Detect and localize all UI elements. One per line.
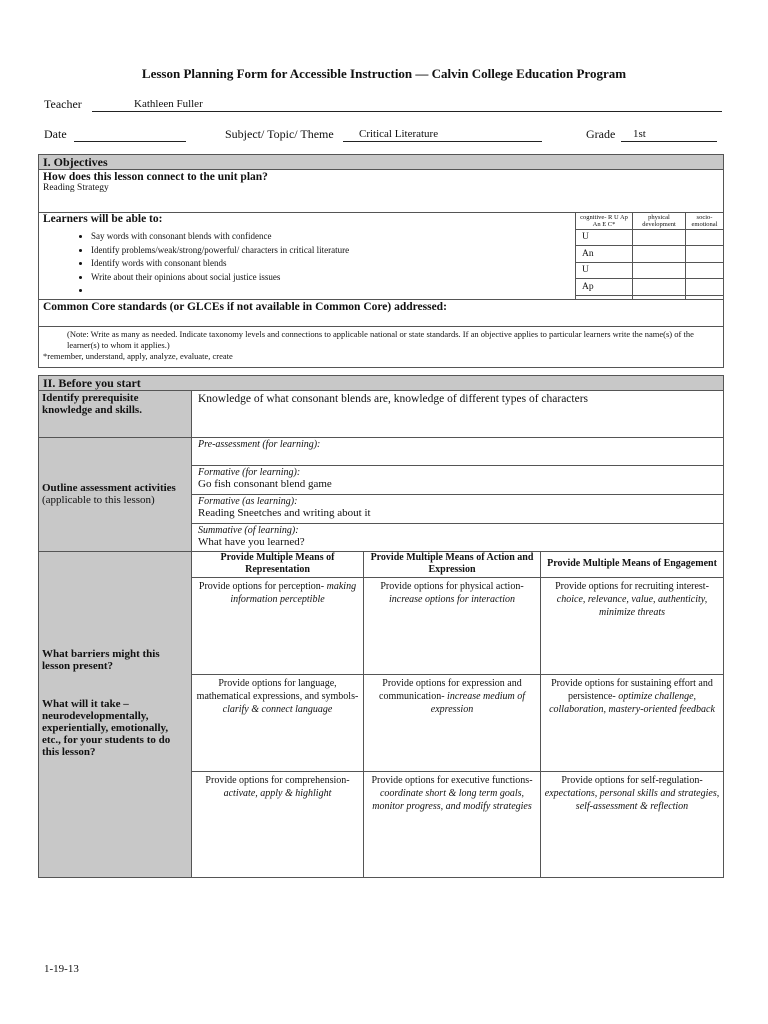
col-cognitive: cognitive- R U Ap An E C* <box>576 213 633 229</box>
udl-cell[interactable] <box>364 771 541 877</box>
before-heading: II. Before you start <box>39 376 723 391</box>
assessment-label-cell <box>39 437 192 551</box>
udl-plain: Provide options for expression and communication- <box>379 677 522 702</box>
unit-connection-block <box>39 170 723 213</box>
taxonomy-level[interactable]: Ap <box>576 279 633 296</box>
unit-answer: Reading Strategy <box>43 183 109 193</box>
prereq-label: Identify prerequisite knowledge and skills. <box>39 391 192 437</box>
taxonomy-level[interactable]: An <box>576 246 633 263</box>
form2-value: Reading Sneetches and writing about it <box>198 506 371 519</box>
note-text: (Note: Write as many as needed. Indicate taxonomy levels and connections to applicable national or state standards. If an objective applies to particular learners write the name(s) of the learner(s) to whom it applies.) <box>67 329 694 350</box>
subject-label: Subject/ Topic/ Theme <box>225 127 334 141</box>
formative-for-cell[interactable] <box>192 465 724 494</box>
udl-plain: Provide options for physical action- <box>380 580 524 592</box>
date-field[interactable] <box>74 127 186 142</box>
physical-cell[interactable] <box>633 246 686 263</box>
udl-cell[interactable] <box>364 674 541 771</box>
physical-cell[interactable] <box>633 262 686 279</box>
before-table <box>39 391 723 877</box>
subject-value: Critical Literature <box>359 128 439 140</box>
taxonomy-level[interactable]: U <box>576 229 633 246</box>
udl-cell[interactable] <box>364 577 541 674</box>
unit-question: How does this lesson connect to the unit plan? <box>43 171 268 183</box>
objective-item: • Identify words with consonant blends <box>91 257 611 271</box>
socio-cell[interactable] <box>686 295 724 299</box>
udl-italic: increase medium of expression <box>430 690 525 715</box>
teacher-value: Kathleen Fuller <box>134 98 203 110</box>
udl-italic: clarify & connect language <box>222 703 333 715</box>
teacher-label: Teacher <box>44 97 82 111</box>
form1-label: Formative (for learning): <box>198 466 301 478</box>
grade-value: 1st <box>633 128 646 140</box>
udl-italic: choice, relevance, value, authenticity, minimize threats <box>556 593 708 618</box>
footer-date-code: 1-19-13 <box>44 963 79 975</box>
pre-assessment-cell[interactable] <box>192 437 724 465</box>
udl-plain: Provide options for language, mathematical expressions, and symbols- <box>196 677 359 702</box>
udl-header-representation: Provide Multiple Means of Representation <box>192 551 364 577</box>
objective-item: • Say words with consonant blends with confidence <box>91 230 611 244</box>
note-block <box>39 327 723 367</box>
barriers-question: What barriers might this lesson present? <box>42 647 160 672</box>
physical-cell[interactable] <box>633 229 686 246</box>
common-core-label: Common Core standards (or GLCEs if not available in Common Core) addressed: <box>43 301 447 313</box>
barriers-cell <box>39 551 192 877</box>
assess-label: Outline assessment activities <box>42 482 176 494</box>
physical-cell[interactable] <box>633 279 686 296</box>
udl-italic: increase options for interaction <box>388 593 515 605</box>
form2-label: Formative (as learning): <box>198 495 298 507</box>
formative-as-cell[interactable] <box>192 494 724 523</box>
udl-italic: activate, apply & highlight <box>223 787 332 799</box>
col-socio: socio-emotional <box>686 213 724 229</box>
udl-header-engagement: Provide Multiple Means of Engagement <box>541 551 724 577</box>
udl-cell[interactable] <box>541 674 724 771</box>
udl-cell[interactable] <box>192 577 364 674</box>
udl-plain: Provide options for self-regulation- <box>561 774 703 786</box>
udl-cell[interactable] <box>192 771 364 877</box>
grade-label: Grade <box>586 127 616 141</box>
socio-cell[interactable] <box>686 262 724 279</box>
common-core-block <box>39 300 723 327</box>
objectives-section <box>38 154 724 368</box>
taxonomy-footnote: *remember, understand, apply, analyze, evaluate, create <box>43 351 233 361</box>
form1-value: Go fish consonant blend game <box>198 477 332 490</box>
objective-list <box>39 230 611 298</box>
udl-plain: Provide options for executive functions- <box>371 774 533 786</box>
udl-italic: making information perceptible <box>230 580 357 605</box>
summ-value: What have you learned? <box>198 535 305 548</box>
taxonomy-level[interactable]: U <box>576 262 633 279</box>
udl-plain: Provide options for comprehension- <box>205 774 350 786</box>
learners-block <box>39 213 723 300</box>
grade-field[interactable] <box>621 127 717 142</box>
subject-field[interactable] <box>343 127 542 142</box>
udl-header-action: Provide Multiple Means of Action and Expression <box>364 551 541 577</box>
before-section <box>38 375 724 878</box>
col-physical: physical development <box>633 213 686 229</box>
assess-sub: (applicable to this lesson) <box>42 494 155 506</box>
udl-plain: Provide options for recruiting interest- <box>555 580 709 592</box>
udl-plain: Provide options for perception- <box>198 580 325 592</box>
physical-cell[interactable] <box>633 295 686 299</box>
objective-item <box>91 284 611 298</box>
udl-italic: expectations, personal skills and strategies, self-assessment & reflection <box>544 787 720 812</box>
udl-italic: optimize challenge, collaboration, mastery-oriented feedback <box>549 690 715 715</box>
taxonomy-grid <box>575 213 723 299</box>
udl-cell[interactable] <box>192 674 364 771</box>
udl-cell[interactable] <box>541 577 724 674</box>
summ-label: Summative (of learning): <box>198 524 299 536</box>
summative-cell[interactable] <box>192 523 724 551</box>
form-title: Lesson Planning Form for Accessible Instruction — Calvin College Education Program <box>141 66 627 81</box>
socio-cell[interactable] <box>686 279 724 296</box>
taxonomy-level[interactable] <box>576 295 633 299</box>
udl-cell[interactable] <box>541 771 724 877</box>
socio-cell[interactable] <box>686 246 724 263</box>
objective-item: • Identify problems/weak/strong/powerful/ characters in critical literature <box>91 244 611 258</box>
socio-cell[interactable] <box>686 229 724 246</box>
prereq-value[interactable]: Knowledge of what consonant blends are, knowledge of different types of characters <box>192 391 724 437</box>
pre-label: Pre-assessment (for learning): <box>198 438 321 450</box>
date-label: Date <box>44 127 67 141</box>
learners-label: Learners will be able to: <box>43 213 163 225</box>
teacher-field[interactable] <box>92 97 722 112</box>
objective-item: • Write about their opinions about social justice issues <box>91 271 611 285</box>
udl-italic: coordinate short & long term goals, monitor progress, and modify strategies <box>372 787 532 812</box>
udl-plain: Provide options for sustaining effort and persistence- <box>551 677 713 702</box>
take-question: What will it take – neurodevelopmentally, experientially, emotionally, etc., for your students to do this lesson? <box>42 697 171 758</box>
objectives-heading: I. Objectives <box>39 155 723 170</box>
